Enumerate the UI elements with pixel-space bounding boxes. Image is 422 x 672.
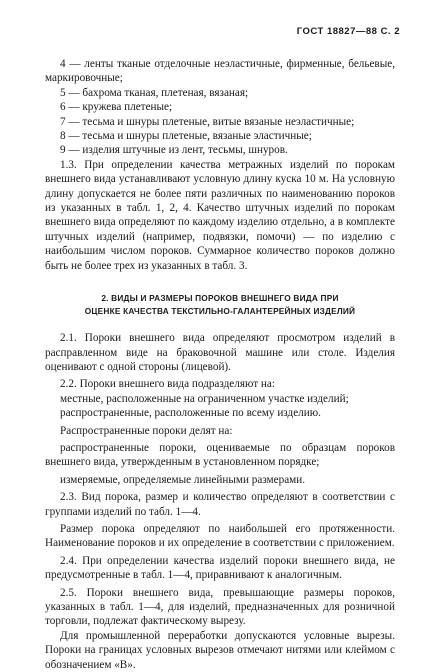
section-heading-line-1: 2. ВИДЫ И РАЗМЕРЫ ПОРОКОВ ВНЕШНЕГО ВИДА ПРИ: [101, 293, 339, 304]
paragraph-2-3: 2.3. Вид порока, размер и количество определяют в соответствии с группами изделий по табл. 1—4.: [45, 491, 395, 518]
paragraph-defect-size: Размер порока определяют по наибольшей его протяженности. Наименование пороков и их определение в соответствии с приложением.: [45, 522, 395, 550]
section-heading: [45, 292, 395, 318]
page-header: ГОСТ 18827—88 С. 2: [296, 26, 400, 37]
list-item: 8 — тесьма и шнуры плетеные, вязаные эластичные;: [60, 130, 312, 143]
paragraph-2-4: 2.4. При определении качества изделий пороки внешнего вида, не предусмотренные в табл. 1—4, приравнивают к аналогичным.: [45, 554, 395, 582]
product-group-list: [45, 57, 395, 158]
list-item: 4 — ленты тканые отделочные неэластичные, фирменные, бельевые, маркировочные;: [45, 58, 395, 85]
list-item: 5 — бахрома тканая, плетеная, вязаная;: [60, 86, 249, 99]
paragraph-2-5: 2.5. Пороки внешнего вида, превышающие размеры пороков, указанных в табл. 1—4, для изделий, предназначенных для розничной торговли, подлежат фактическому вырезу.: [45, 586, 395, 628]
paragraph-1-3: 1.3. При определении качества метражных изделий по порокам внешнего вида устанавливают условную длину куска 10 м. На условную длину допускается не более пяти различных по наименованию пороков из указанных в табл. 1, 2, 4. Качество штучных изделий по порокам внешнего вида определяют по каждому изделию отдельно, а в комплекте штучных изделий (например, подвязки, помочи) — по изделию с наибольшим числом пороков. Суммарное количество пороков должно быть не более трех из указанных в табл. 3.: [45, 158, 395, 272]
list-item: 7 — тесьма и шнуры плетеные, витые вязаные неэластичные;: [60, 115, 355, 128]
paragraph-2-1: 2.1. Пороки внешнего вида определяют просмотром изделий в расправленном виде на браковочной машине или столе. Изделия оценивают с одной стороны (лицевой).: [45, 332, 395, 373]
paragraph-spread-samples: распространенные пороки, оцениваемые по образцам пороков внешнего вида, утвержденным в установленном порядке;: [45, 441, 395, 469]
list-item: 9 — изделия штучные из лент, тесьмы, шнуров.: [60, 144, 288, 157]
paragraph-2-2-spread: распространенные, расположенные по всему изделию.: [60, 407, 321, 420]
list-item: 6 — кружева плетеные;: [60, 101, 173, 114]
paragraph-conditional-cuts: Для промышленной переработки допускаются условные вырезы. Пороки на границах условных вырезов отмечают нитями или клеймом с обозначением «В».: [45, 629, 395, 671]
paragraph-spread-types: Распространенные пороки делят на:: [60, 424, 233, 437]
section-heading-line-2: ОЦЕНКЕ КАЧЕСТВА ТЕКСТИЛЬНО-ГАЛАНТЕРЕЙНЫХ ИЗДЕЛИЙ: [84, 306, 356, 317]
paragraph-2-2-local: местные, расположенные на ограниченном участке изделий;: [60, 392, 349, 405]
paragraph-spread-measured: измеряемые, определяемые линейными размерами.: [60, 473, 306, 486]
document-body: [45, 57, 395, 672]
paragraph-2-2: 2.2. Пороки внешнего вида подразделяют на:: [60, 378, 275, 391]
